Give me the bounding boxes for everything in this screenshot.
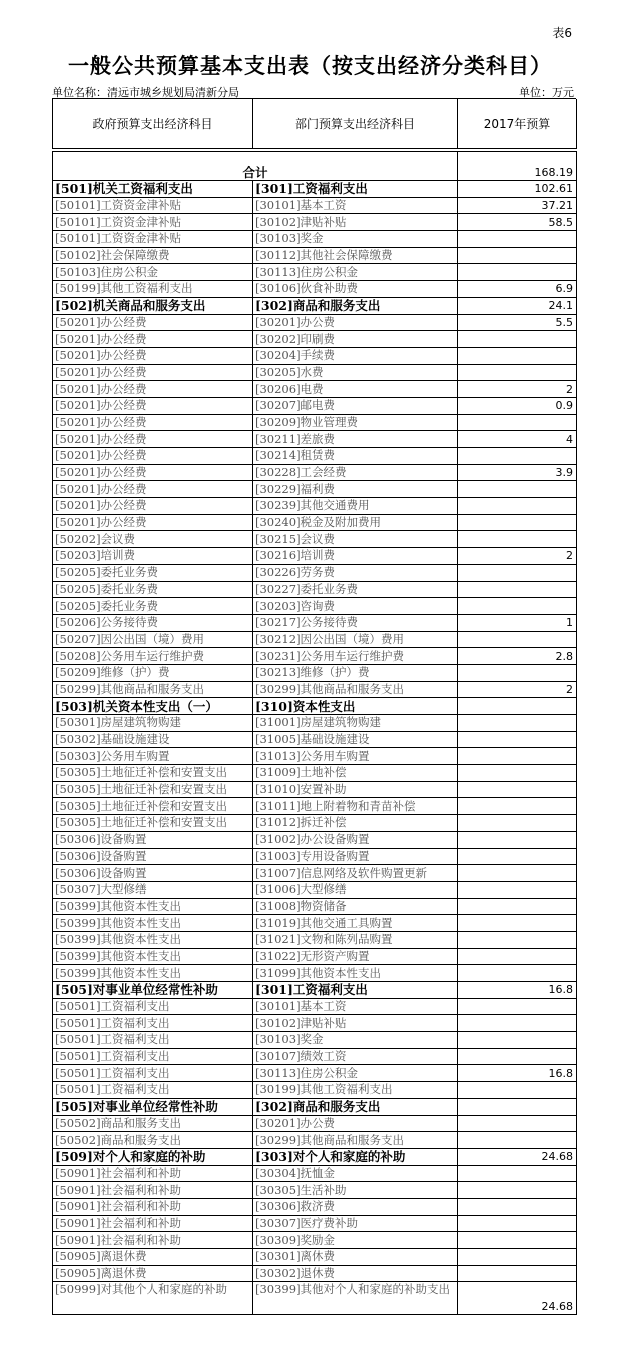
budget-amount-cell xyxy=(458,1048,577,1065)
dept-category-cell: [30227]委托业务费 xyxy=(253,581,458,598)
gov-category-cell: [50201]办公经费 xyxy=(53,314,253,331)
gov-category-cell: [50302]基础设施建设 xyxy=(53,731,253,748)
gov-category-cell: [50901]社会福利和补助 xyxy=(53,1215,253,1232)
dept-category-cell: [30103]奖金 xyxy=(253,231,458,248)
table-row xyxy=(53,531,577,548)
budget-amount-cell: 6.9 xyxy=(458,281,577,298)
dept-category-cell: [30103]奖金 xyxy=(253,1032,458,1049)
budget-amount-cell xyxy=(458,798,577,815)
gov-category-cell: [50201]办公经费 xyxy=(53,331,253,348)
gov-category-cell: [50502]商品和服务支出 xyxy=(53,1132,253,1149)
gov-category-cell: [50205]委托业务费 xyxy=(53,598,253,615)
dept-category-cell: [30199]其他工资福利支出 xyxy=(253,1082,458,1099)
gov-category-cell: [509]对个人和家庭的补助 xyxy=(53,1148,253,1165)
category-row xyxy=(53,982,577,999)
dept-category-cell: [30201]办公费 xyxy=(253,314,458,331)
gov-category-cell: [50305]土地征迁补偿和安置支出 xyxy=(53,798,253,815)
table-row xyxy=(53,347,577,364)
table-row xyxy=(53,331,577,348)
dept-category-cell: [310]资本性支出 xyxy=(253,698,458,715)
table-row xyxy=(53,1048,577,1065)
dept-category-cell: [31019]其他交通工具购置 xyxy=(253,915,458,932)
dept-category-cell: [31021]文物和陈列品购置 xyxy=(253,931,458,948)
gov-category-cell: [50201]办公经费 xyxy=(53,381,253,398)
dept-category-cell: [303]对个人和家庭的补助 xyxy=(253,1148,458,1165)
gov-category-cell: [50201]办公经费 xyxy=(53,347,253,364)
table-row xyxy=(53,381,577,398)
category-row xyxy=(53,1148,577,1165)
category-row xyxy=(53,1098,577,1115)
budget-amount-cell: 2.8 xyxy=(458,648,577,665)
dept-category-cell: [31006]大型修缮 xyxy=(253,881,458,898)
gov-category-cell: [50306]设备购置 xyxy=(53,865,253,882)
budget-amount-cell xyxy=(458,1132,577,1149)
table-row xyxy=(53,548,577,565)
header-gov-category: 政府预算支出经济科目 xyxy=(53,99,253,149)
budget-amount-cell xyxy=(458,1015,577,1032)
table-row xyxy=(53,481,577,498)
budget-amount-cell xyxy=(458,1115,577,1132)
category-row xyxy=(53,698,577,715)
dept-category-cell: [30202]印刷费 xyxy=(253,331,458,348)
table-row xyxy=(53,231,577,248)
table-row xyxy=(53,214,577,231)
dept-category-cell: [30213]维修（护）费 xyxy=(253,664,458,681)
table-row xyxy=(53,197,577,214)
gov-category-cell: [50209]维修（护）费 xyxy=(53,664,253,681)
budget-amount-cell: 2 xyxy=(458,681,577,698)
budget-amount-cell xyxy=(458,915,577,932)
budget-amount-cell xyxy=(458,1182,577,1199)
dept-category-cell: [31022]无形资产购置 xyxy=(253,948,458,965)
budget-amount-cell xyxy=(458,1098,577,1115)
dept-category-cell: [30214]租赁费 xyxy=(253,448,458,465)
budget-amount-cell xyxy=(458,881,577,898)
table-row xyxy=(53,664,577,681)
gov-category-cell: [501]机关工资福利支出 xyxy=(53,181,253,198)
budget-amount-cell xyxy=(458,715,577,732)
budget-amount-cell xyxy=(458,247,577,264)
dept-category-cell: [30101]基本工资 xyxy=(253,197,458,214)
budget-amount-cell: 5.5 xyxy=(458,314,577,331)
gov-category-cell: [50201]办公经费 xyxy=(53,481,253,498)
gov-category-cell: [50201]办公经费 xyxy=(53,364,253,381)
gov-category-cell: [50101]工资资金津补贴 xyxy=(53,231,253,248)
table-row xyxy=(53,448,577,465)
gov-category-cell: [50102]社会保障缴费 xyxy=(53,247,253,264)
dept-category-cell: [30302]退休费 xyxy=(253,1265,458,1282)
budget-amount-cell xyxy=(458,264,577,281)
dept-category-cell: [31005]基础设施建设 xyxy=(253,731,458,748)
dept-category-cell: [30228]工会经费 xyxy=(253,464,458,481)
table-row xyxy=(53,748,577,765)
budget-amount-cell: 37.21 xyxy=(458,197,577,214)
table-row xyxy=(53,798,577,815)
gov-category-cell: [502]机关商品和服务支出 xyxy=(53,297,253,314)
budget-amount-cell xyxy=(458,231,577,248)
budget-amount-cell xyxy=(458,414,577,431)
dept-category-cell: [31002]办公设备购置 xyxy=(253,831,458,848)
gov-category-cell: [50208]公务用车运行维护费 xyxy=(53,648,253,665)
budget-amount-cell xyxy=(458,481,577,498)
gov-category-cell: [50205]委托业务费 xyxy=(53,564,253,581)
table-row xyxy=(53,1232,577,1249)
budget-amount-cell xyxy=(458,965,577,982)
budget-amount-cell xyxy=(458,564,577,581)
gov-category-cell: [50207]因公出国（境）费用 xyxy=(53,631,253,648)
table-row xyxy=(53,1165,577,1182)
dept-category-cell: [30201]办公费 xyxy=(253,1115,458,1132)
table-row xyxy=(53,931,577,948)
budget-amount-cell: 1 xyxy=(458,614,577,631)
dept-category-cell: [30216]培训费 xyxy=(253,548,458,565)
gov-category-cell: [50901]社会福利和补助 xyxy=(53,1165,253,1182)
budget-amount-cell xyxy=(458,831,577,848)
gov-category-cell: [50502]商品和服务支出 xyxy=(53,1115,253,1132)
table-row xyxy=(53,681,577,698)
gov-category-cell: [50501]工资福利支出 xyxy=(53,1015,253,1032)
table-row xyxy=(53,514,577,531)
table-row xyxy=(53,564,577,581)
dept-category-cell: [31003]专用设备购置 xyxy=(253,848,458,865)
dept-category-cell: [30207]邮电费 xyxy=(253,397,458,414)
gov-category-cell: [50303]公务用车购置 xyxy=(53,748,253,765)
budget-amount-cell xyxy=(458,1082,577,1099)
dept-category-cell: [30307]医疗费补助 xyxy=(253,1215,458,1232)
gov-category-cell: [50201]办公经费 xyxy=(53,397,253,414)
dept-category-cell: [30306]救济费 xyxy=(253,1198,458,1215)
budget-amount-cell xyxy=(458,748,577,765)
budget-amount-cell: 2 xyxy=(458,381,577,398)
category-row xyxy=(53,297,577,314)
table-row xyxy=(53,464,577,481)
gov-category-cell: [505]对事业单位经常性补助 xyxy=(53,982,253,999)
table-row xyxy=(53,414,577,431)
gov-category-cell: [50205]委托业务费 xyxy=(53,581,253,598)
table-row xyxy=(53,998,577,1015)
dept-category-cell: [30106]伙食补助费 xyxy=(253,281,458,298)
dept-category-cell: [30102]津贴补贴 xyxy=(253,1015,458,1032)
budget-amount-cell: 16.8 xyxy=(458,1065,577,1082)
table-row xyxy=(53,1015,577,1032)
dept-category-cell: [30399]其他对个人和家庭的补助支出 xyxy=(253,1282,458,1315)
table-row xyxy=(53,1249,577,1266)
table-row xyxy=(53,1065,577,1082)
budget-amount-cell xyxy=(458,948,577,965)
gov-category-cell: [50306]设备购置 xyxy=(53,848,253,865)
budget-amount-cell xyxy=(458,1265,577,1282)
table-row xyxy=(53,1198,577,1215)
dept-category-cell: [30301]离休费 xyxy=(253,1249,458,1266)
table-row xyxy=(53,1132,577,1149)
table-header xyxy=(52,99,577,149)
unit-name: 单位名称：清远市城乡规划局清新分局 xyxy=(52,86,239,99)
dept-category-cell: [30309]奖励金 xyxy=(253,1232,458,1249)
dept-category-cell: [31001]房屋建筑物购建 xyxy=(253,715,458,732)
gov-category-cell: [50905]离退休费 xyxy=(53,1265,253,1282)
dept-category-cell: [30231]公务用车运行维护费 xyxy=(253,648,458,665)
total-amount: 168.19 xyxy=(458,152,577,181)
dept-category-cell: [30209]物业管理费 xyxy=(253,414,458,431)
table-row xyxy=(53,881,577,898)
table-row xyxy=(53,715,577,732)
dept-category-cell: [30102]津贴补贴 xyxy=(253,214,458,231)
table-row xyxy=(53,364,577,381)
gov-category-cell: [50901]社会福利和补助 xyxy=(53,1198,253,1215)
header-budget: 2017年预算 xyxy=(458,99,577,149)
budget-amount-cell xyxy=(458,848,577,865)
gov-category-cell: [50501]工资福利支出 xyxy=(53,1082,253,1099)
table-row xyxy=(53,1182,577,1199)
gov-category-cell: [505]对事业单位经常性补助 xyxy=(53,1098,253,1115)
budget-amount-cell: 24.1 xyxy=(458,297,577,314)
gov-category-cell: [50305]土地征迁补偿和安置支出 xyxy=(53,765,253,782)
category-row xyxy=(53,181,577,198)
table-row xyxy=(53,598,577,615)
dept-category-cell: [30204]手续费 xyxy=(253,347,458,364)
dept-category-cell: [30305]生活补助 xyxy=(253,1182,458,1199)
table-row xyxy=(53,264,577,281)
dept-category-cell: [30107]绩效工资 xyxy=(253,1048,458,1065)
table-number: 表6 xyxy=(552,26,572,40)
gov-category-cell: [50905]离退休费 xyxy=(53,1249,253,1266)
budget-amount-cell: 24.68 xyxy=(458,1282,577,1315)
gov-category-cell: [50201]办公经费 xyxy=(53,464,253,481)
table-row xyxy=(53,1115,577,1132)
table-row xyxy=(53,831,577,848)
gov-category-cell: [50201]办公经费 xyxy=(53,448,253,465)
table-row xyxy=(53,314,577,331)
table-row xyxy=(53,614,577,631)
gov-category-cell: [50305]土地征迁补偿和安置支出 xyxy=(53,815,253,832)
gov-category-cell: [50201]办公经费 xyxy=(53,498,253,515)
gov-category-cell: [50301]房屋建筑物购建 xyxy=(53,715,253,732)
budget-amount-cell xyxy=(458,865,577,882)
budget-amount-cell xyxy=(458,898,577,915)
table-row xyxy=(53,431,577,448)
dept-category-cell: [30226]劳务费 xyxy=(253,564,458,581)
budget-amount-cell xyxy=(458,664,577,681)
header-dept-category: 部门预算支出经济科目 xyxy=(253,99,458,149)
budget-table xyxy=(52,151,577,1315)
table-row xyxy=(53,498,577,515)
gov-category-cell: [50206]公务接待费 xyxy=(53,614,253,631)
dept-category-cell: [30240]税金及附加费用 xyxy=(253,514,458,531)
budget-amount-cell: 4 xyxy=(458,431,577,448)
table-row xyxy=(53,581,577,598)
gov-category-cell: [50203]培训费 xyxy=(53,548,253,565)
table-row xyxy=(53,1265,577,1282)
table-row xyxy=(53,898,577,915)
dept-category-cell: [30239]其他交通费用 xyxy=(253,498,458,515)
table-row xyxy=(53,1282,577,1315)
budget-amount-cell xyxy=(458,364,577,381)
budget-amount-cell: 24.68 xyxy=(458,1148,577,1165)
budget-amount-cell xyxy=(458,1249,577,1266)
budget-amount-cell xyxy=(458,998,577,1015)
budget-amount-cell: 0.9 xyxy=(458,397,577,414)
gov-category-cell: [50201]办公经费 xyxy=(53,514,253,531)
dept-category-cell: [31012]拆迁补偿 xyxy=(253,815,458,832)
budget-amount-cell: 3.9 xyxy=(458,464,577,481)
dept-category-cell: [30203]咨询费 xyxy=(253,598,458,615)
page-title: 一般公共预算基本支出表（按支出经济分类科目） xyxy=(68,53,552,78)
gov-category-cell: [50199]其他工资福利支出 xyxy=(53,281,253,298)
table-row xyxy=(53,648,577,665)
dept-category-cell: [30299]其他商品和服务支出 xyxy=(253,681,458,698)
gov-category-cell: [50202]会议费 xyxy=(53,531,253,548)
budget-amount-cell xyxy=(458,1215,577,1232)
table-row xyxy=(53,397,577,414)
budget-amount-cell: 2 xyxy=(458,548,577,565)
budget-amount-cell xyxy=(458,1198,577,1215)
table-row xyxy=(53,965,577,982)
dept-category-cell: [30113]住房公积金 xyxy=(253,264,458,281)
dept-category-cell: [302]商品和服务支出 xyxy=(253,297,458,314)
table-row xyxy=(53,631,577,648)
budget-amount-cell xyxy=(458,931,577,948)
table-row xyxy=(53,815,577,832)
total-row xyxy=(53,152,577,181)
table-row xyxy=(53,1032,577,1049)
dept-category-cell: [30304]抚恤金 xyxy=(253,1165,458,1182)
budget-amount-cell: 102.61 xyxy=(458,181,577,198)
budget-amount-cell xyxy=(458,448,577,465)
gov-category-cell: [50399]其他资本性支出 xyxy=(53,948,253,965)
gov-category-cell: [50901]社会福利和补助 xyxy=(53,1232,253,1249)
table-row xyxy=(53,281,577,298)
dept-category-cell: [30112]其他社会保障缴费 xyxy=(253,247,458,264)
gov-category-cell: [50201]办公经费 xyxy=(53,431,253,448)
dept-category-cell: [31099]其他资本性支出 xyxy=(253,965,458,982)
gov-category-cell: [50999]对其他个人和家庭的补助 xyxy=(53,1282,253,1315)
gov-category-cell: [50399]其他资本性支出 xyxy=(53,915,253,932)
gov-category-cell: [50501]工资福利支出 xyxy=(53,1032,253,1049)
dept-category-cell: [30205]水费 xyxy=(253,364,458,381)
budget-amount-cell xyxy=(458,765,577,782)
table-row xyxy=(53,848,577,865)
dept-category-cell: [31009]土地补偿 xyxy=(253,765,458,782)
gov-category-cell: [50501]工资福利支出 xyxy=(53,998,253,1015)
gov-category-cell: [50501]工资福利支出 xyxy=(53,1065,253,1082)
budget-amount-cell xyxy=(458,781,577,798)
gov-category-cell: [50299]其他商品和服务支出 xyxy=(53,681,253,698)
total-label: 合计 xyxy=(53,152,458,181)
dept-category-cell: [301]工资福利支出 xyxy=(253,181,458,198)
table-row xyxy=(53,865,577,882)
gov-category-cell: [50306]设备购置 xyxy=(53,831,253,848)
dept-category-cell: [31011]地上附着物和青苗补偿 xyxy=(253,798,458,815)
budget-amount-cell xyxy=(458,331,577,348)
budget-amount-cell xyxy=(458,514,577,531)
table-row xyxy=(53,765,577,782)
budget-amount-cell: 16.8 xyxy=(458,982,577,999)
table-row xyxy=(53,948,577,965)
gov-category-cell: [50101]工资资金津补贴 xyxy=(53,214,253,231)
dept-category-cell: [30212]因公出国（境）费用 xyxy=(253,631,458,648)
gov-category-cell: [50305]土地征迁补偿和安置支出 xyxy=(53,781,253,798)
budget-amount-cell xyxy=(458,698,577,715)
gov-category-cell: [50501]工资福利支出 xyxy=(53,1048,253,1065)
table-row xyxy=(53,1215,577,1232)
budget-amount-cell xyxy=(458,498,577,515)
dept-category-cell: [30206]电费 xyxy=(253,381,458,398)
budget-amount-cell xyxy=(458,815,577,832)
gov-category-cell: [50201]办公经费 xyxy=(53,414,253,431)
gov-category-cell: [50101]工资资金津补贴 xyxy=(53,197,253,214)
gov-category-cell: [50307]大型修缮 xyxy=(53,881,253,898)
table-row xyxy=(53,247,577,264)
dept-category-cell: [31010]安置补助 xyxy=(253,781,458,798)
dept-category-cell: [30299]其他商品和服务支出 xyxy=(253,1132,458,1149)
table-row xyxy=(53,731,577,748)
dept-category-cell: [31007]信息网络及软件购置更新 xyxy=(253,865,458,882)
dept-category-cell: [30113]住房公积金 xyxy=(253,1065,458,1082)
budget-amount-cell xyxy=(458,731,577,748)
dept-category-cell: [31013]公务用车购置 xyxy=(253,748,458,765)
budget-amount-cell xyxy=(458,631,577,648)
budget-amount-cell xyxy=(458,531,577,548)
table-row xyxy=(53,915,577,932)
budget-amount-cell xyxy=(458,347,577,364)
gov-category-cell: [50399]其他资本性支出 xyxy=(53,931,253,948)
budget-amount-cell xyxy=(458,598,577,615)
dept-category-cell: [302]商品和服务支出 xyxy=(253,1098,458,1115)
dept-category-cell: [30211]差旅费 xyxy=(253,431,458,448)
table-row xyxy=(53,781,577,798)
budget-table-body xyxy=(53,152,577,1315)
dept-category-cell: [31008]物资储备 xyxy=(253,898,458,915)
gov-category-cell: [50901]社会福利和补助 xyxy=(53,1182,253,1199)
budget-amount-cell xyxy=(458,1232,577,1249)
dept-category-cell: [30101]基本工资 xyxy=(253,998,458,1015)
dept-category-cell: [30217]公务接待费 xyxy=(253,614,458,631)
budget-amount-cell xyxy=(458,1032,577,1049)
dept-category-cell: [30229]福利费 xyxy=(253,481,458,498)
budget-amount-cell: 58.5 xyxy=(458,214,577,231)
gov-category-cell: [50103]住房公积金 xyxy=(53,264,253,281)
budget-amount-cell xyxy=(458,581,577,598)
dept-category-cell: [301]工资福利支出 xyxy=(253,982,458,999)
currency-unit: 单位：万元 xyxy=(519,86,574,99)
gov-category-cell: [50399]其他资本性支出 xyxy=(53,898,253,915)
table-row xyxy=(53,1082,577,1099)
gov-category-cell: [503]机关资本性支出（一） xyxy=(53,698,253,715)
dept-category-cell: [30215]会议费 xyxy=(253,531,458,548)
budget-amount-cell xyxy=(458,1165,577,1182)
gov-category-cell: [50399]其他资本性支出 xyxy=(53,965,253,982)
